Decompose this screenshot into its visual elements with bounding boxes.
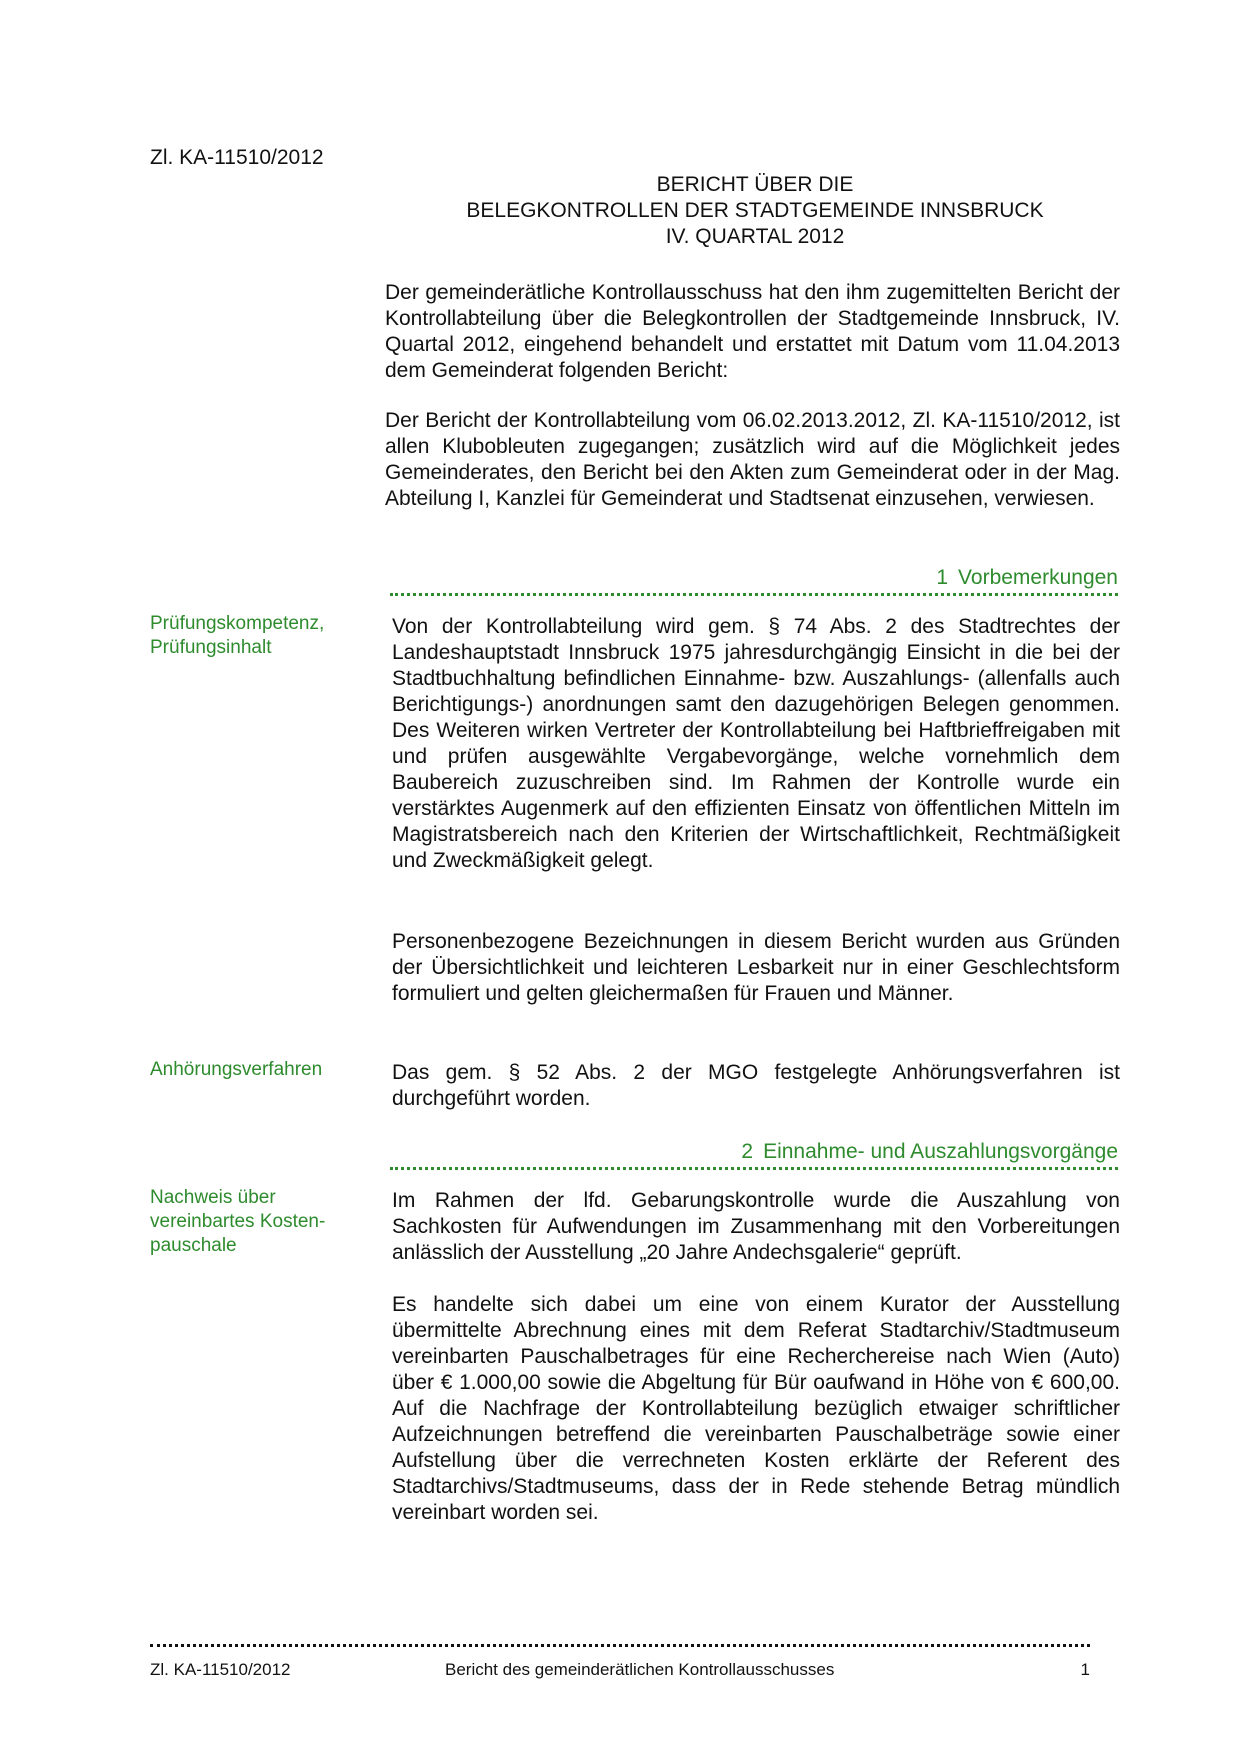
title-line: IV. QUARTAL 2012 <box>665 225 845 248</box>
body-paragraph: Von der Kontrollabteilung wird gem. § 74 Abs. 2 des Stadtrechtes der Landeshauptstadt Innsbruck 1975 jahresdurchgängig Einsicht in die bei der Stadtbuchhaltung befindlichen Einnahme- bzw. Auszahlungs- (allenfalls auch Berichtigungs-) anordnungen samt den dazugehörigen Belegen genommen. Des Weiteren wirken Vertreter der Kontrollabteilung bei Haftbrieffreigaben mit und prüfen ausgewählte Vergabevorgänge, welche vornehmlich dem Baubereich zuzuschreiben sind. Im Rahmen der Kontrolle wurde ein verstärktes Augenmerk auf den effizienten Einsatz von öffentlichen Mitteln im Magistratsbereich nach den Kriterien der Wirtschaftlichkeit, Rechtmäßigkeit und Zweckmäßigkeit gelegt. <box>392 615 1120 872</box>
section-heading <box>390 1140 1118 1170</box>
title-line: BELEGKONTROLLEN DER STADTGEMEINDE INNSBRUCK <box>466 199 1044 222</box>
body-paragraph: Das gem. § 52 Abs. 2 der MGO festgelegte Anhörungsverfahren ist durchgeführt worden. <box>392 1061 1120 1110</box>
document-title <box>380 172 1130 250</box>
intro-paragraph: Der Bericht der Kontrollabteilung vom 06.02.2013.2012, Zl. KA-11510/2012, ist allen Klubobleuten zugegangen; zusätzlich wird auf die Möglichkeit jedes Gemeinderates, den Bericht bei den Akten zum Gemeinderat oder in der Mag. Abteilung I, Kanzlei für Gemeinderat und Stadtsenat einzusehen, verwiesen. <box>385 409 1120 510</box>
document-reference: Zl. KA-11510/2012 <box>150 146 324 169</box>
body-paragraph: Im Rahmen der lfd. Gebarungskontrolle wurde die Auszahlung von Sachkosten für Aufwendungen im Zusammenhang mit den Vorbereitungen anlässlich der Ausstellung „20 Jahre Andechsgalerie“ geprüft. <box>392 1189 1120 1264</box>
page-number: 1 <box>1080 1660 1090 1679</box>
footer-divider <box>150 1644 1090 1647</box>
margin-note-line: Prüfungskompetenz, <box>150 613 325 634</box>
intro-paragraph: Der gemeinderätliche Kontrollausschuss hat den ihm zugemittelten Bericht der Kontrollabteilung über die Belegkontrollen der Stadtgemeinde Innsbruck, IV. Quartal 2012, eingehend behandelt und erstattet mit Datum vom 11.04.2013 dem Gemeinderat folgenden Bericht: <box>385 281 1120 382</box>
margin-note <box>150 612 350 660</box>
margin-note <box>150 1058 350 1082</box>
margin-note <box>150 1186 350 1258</box>
section-number: 2 <box>741 1140 754 1163</box>
footer-reference: Zl. KA-11510/2012 <box>150 1660 291 1679</box>
margin-note-line: Anhörungsverfahren <box>150 1059 323 1080</box>
footer-title: Bericht des gemeinderätlichen Kontrollausschusses <box>445 1660 835 1679</box>
title-line: BERICHT ÜBER DIE <box>656 173 854 196</box>
margin-note-line: Prüfungsinhalt <box>150 637 272 658</box>
section-number: 1 <box>936 566 949 589</box>
margin-note-line: pauschale <box>150 1235 237 1256</box>
section-title: Einnahme- und Auszahlungsvorgänge <box>763 1140 1118 1163</box>
margin-note-line: vereinbartes Kosten- <box>150 1211 326 1232</box>
body-paragraph: Personenbezogene Bezeichnungen in diesem Bericht wurden aus Gründen der Übersichtlichkeit und leichteren Lesbarkeit nur in einer Geschlechtsform formuliert und gelten gleichermaßen für Frauen und Männer. <box>392 930 1120 1005</box>
section-title: Vorbemerkungen <box>958 566 1118 589</box>
section-heading <box>390 566 1118 596</box>
body-paragraph: Es handelte sich dabei um eine von einem Kurator der Ausstellung übermittelte Abrechnung eines mit dem Referat Stadtarchiv/Stadtmuseum vereinbarten Pauschalbetrages für eine Recherchereise nach Wien (Auto) über € 1.000,00 sowie die Abgeltung für Bür oaufwand in Höhe von € 600,00. Auf die Nachfrage der Kontrollabteilung bezüglich etwaiger schriftlicher Aufzeichnungen betreffend die vereinbarten Pauschalbeträge sowie einer Aufstellung über die verrechneten Kosten erklärte der Referent des Stadtarchivs/Stadtmuseums, dass der in Rede stehende Betrag mündlich vereinbart worden sei. <box>392 1293 1120 1524</box>
margin-note-line: Nachweis über <box>150 1187 276 1208</box>
